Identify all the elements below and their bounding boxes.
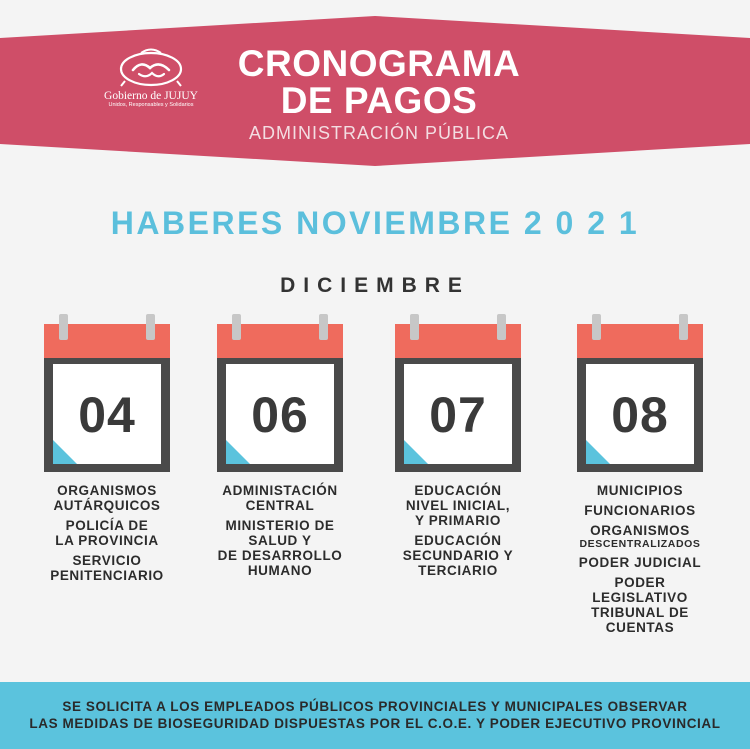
calendar-card [217,314,343,472]
footer-notice [0,682,750,749]
day-number: 08 [611,387,669,443]
handshake-emblem-icon [119,48,183,88]
description-line: AUTÁRQUICOS [53,498,161,513]
calendar-description [196,483,364,578]
description-line: Y PRIMARIO [414,513,501,528]
subtitle: ADMINISTRACIÓN PÚBLICA [248,123,510,143]
description-line: ORGANISMOS [57,483,157,498]
description-line: PODER [614,575,666,590]
logo-name: Gobierno de JUJUY [104,90,198,102]
description-line: LEGISLATIVO [592,590,688,605]
description-line: MUNICIPIOS [596,483,684,498]
description-line: CUENTAS [605,620,675,635]
footer-line-1: SE SOLICITA A LOS EMPLEADOS PÚBLICOS PROVINCIALES Y MUNICIPALES OBSERVAR [62,699,688,714]
description-line: PENITENCIARIO [50,568,164,583]
description-line: DESCENTRALIZADOS [579,538,701,550]
day-number: 07 [429,387,487,443]
day-number: 04 [78,387,136,443]
calendar-card [44,314,170,472]
government-logo [96,48,206,128]
description-line: POLICÍA DE [65,518,149,533]
description-line: TRIBUNAL DE [591,605,689,620]
title-line-2: DE PAGOS [280,80,478,121]
footer-line-2: LAS MEDIDAS DE BIOSEGURIDAD DISPUESTAS POR EL C.O.E. Y PODER EJECUTIVO PROVINCIAL [29,716,721,731]
description-line: MINISTERIO DE [225,518,335,533]
description-line: CENTRAL [245,498,315,513]
description-line: LA PROVINCIA [55,533,159,548]
calendar-description [376,483,540,578]
calendar-card [395,314,521,472]
description-line: SECUNDARIO Y [402,548,514,563]
month-label: DICIEMBRE [280,274,470,297]
calendar-card [577,314,703,472]
description-line: SALUD Y [248,533,312,548]
description-line: FUNCIONARIOS [584,503,696,518]
description-line: ADMINISTACIÓN [222,483,338,498]
description-line: EDUCACIÓN [414,483,502,498]
calendar-description [565,483,715,635]
description-line: EDUCACIÓN [414,533,502,548]
description-line: ORGANISMOS [590,523,690,538]
description-line: HUMANO [247,563,313,578]
description-line: TERCIARIO [418,563,498,578]
payment-heading: HABERES NOVIEMBRE 2 0 2 1 [110,205,640,241]
day-number: 06 [251,387,309,443]
description-line: DE DESARROLLO [217,548,343,563]
description-line: NIVEL INICIAL, [405,498,511,513]
calendar-description [27,483,187,583]
description-line: SERVICIO [72,553,142,568]
logo-motto: Unidos, Responsables y Solidarios [108,102,194,108]
title-line-1: CRONOGRAMA [237,43,521,84]
description-line: PODER JUDICIAL [578,555,702,570]
